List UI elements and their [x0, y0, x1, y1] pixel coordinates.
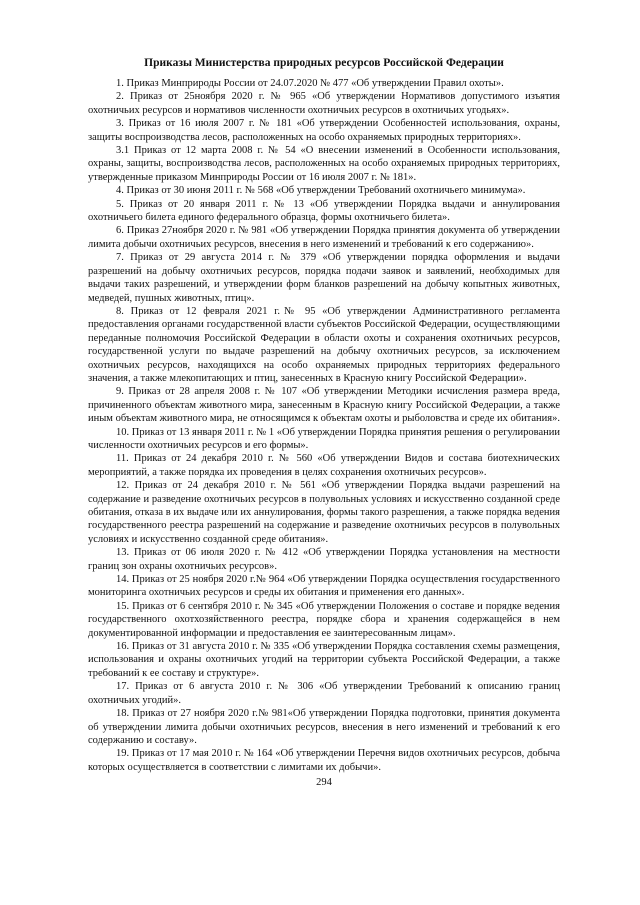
list-item: 5. Приказ от 20 января 2011 г. № 13 «Об утверждении Порядка выдачи и аннулирования охотничьего билета единого федерального образца, формы охотничьего билета».: [88, 198, 560, 224]
list-item: 17. Приказ от 6 августа 2010 г. № 306 «Об утверждении Требований к описанию границ охотничьих угодий».: [88, 681, 560, 706]
document-page: [88, 56, 560, 790]
page-title: Приказы Министерства природных ресурсов Российской Федерации: [144, 57, 504, 69]
list-item: 8. Приказ от 12 февраля 2021 г.№ 95 «Об утверждении Административного регламента предоставления органами государственной власти субъектов Российской Федерации, осуществляющими переданные полномочия Российской Федерации в области охоты и сохранения охотничьих ресурсов, государственной услуги по выдаче разрешений на добычу охотничьих ресурсов, за исключением охотничьих ресурсов, находящихся на особо охраняемых природных территориях федерального значения, а также млекопитающих и птиц, занесенных в Красную книгу Российской Федерации».: [88, 305, 560, 384]
list-item: 15. Приказ от 6 сентября 2010 г. № 345 «Об утверждении Положения о составе и порядке ведения государственного охотхозяйственного реестра, порядке сбора и хранения содержащейся в нем документированной информации и предоставления ее заинтересованным лицам».: [88, 600, 560, 639]
list-item: 11. Приказ от 24 декабря 2010 г. № 560 «Об утверждении Видов и состава биотехнических мероприятий, а также порядка их проведения в целях сохранения охотничьих ресурсов».: [88, 453, 560, 478]
list-item: 10. Приказ от 13 января 2011 г. № 1 «Об утверждении Порядка принятия решения о регулировании численности охотничьих ресурсов и его формы».: [88, 426, 560, 451]
list-item: 16. Приказ от 31 августа 2010 г. № 335 «Об утверждении Порядка составления схемы размещения, использования и охраны охотничьих угодий на территории субъекта Российской Федерации, а также требований к ее составу и структуре».: [88, 641, 560, 679]
list-item: 19. Приказ от 17 мая 2010 г. № 164 «Об утверждении Перечня видов охотничьих ресурсов, добыча которых осуществляется в соответствии с лимитами их добычи».: [88, 748, 560, 773]
list-item: 3.1 Приказ от 12 марта 2008 г. № 54 «О внесении изменений в Особенности использования, охраны, защиты, воспроизводства лесов, расположенных на особо охраняемых природных территориях, утвержденные приказом Минприроды России от 16 июля 2007 г. № 181».: [88, 145, 560, 183]
list-item: 13. Приказ от 06 июля 2020 г. № 412 «Об утверждении Порядка установления на местности границ зон охраны охотничьих ресурсов».: [88, 547, 560, 572]
list-item: 9. Приказ от 28 апреля 2008 г. № 107 «Об утверждении Методики исчисления размера вреда, причиненного объектам животного мира, занесенным в Красную книгу Российской Федерации, а также иным объектам животного мира, не относящимся к объектам охоты и рыболовства и среде их обитания».: [88, 386, 561, 425]
list-item: 3. Приказ от 16 июля 2007 г. № 181 «Об утверждении Особенностей использования, охраны, защиты воспроизводства лесов, расположенных на особо охраняемых природных территориях».: [88, 118, 560, 143]
list-item: 2. Приказ от 25ноября 2020 г. № 965 «Об утверждении Нормативов допустимого изъятия охотничьих ресурсов и нормативов численности охотничьих ресурсов в охотничьих угодьях».: [88, 91, 560, 116]
list-item: 18. Приказ от 27 ноября 2020 г.№ 981«Об утверждении Порядка подготовки, принятия документа об утверждении лимита добычи охотничьих ресурсов, внесения в него изменений и требований к его содержанию и составу».: [88, 708, 560, 746]
list-item: 6. Приказ 27ноября 2020 г. № 981 «Об утверждении Порядка принятия документа об утверждении лимита добычи охотничьих ресурсов, внесения в него изменений и требований к его содержанию».: [88, 225, 560, 250]
list-item: 12. Приказ от 24 декабря 2010 г. № 561 «Об утверждении Порядка выдачи разрешений на содержание и разведение охотничьих ресурсов в полувольных условиях и искусственно созданной среде обитания, отказа в их выдаче или их аннулирования, формы такого разрешения, а также порядка ведения государственного реестра разрешений на содержание и разведение охотничьих ресурсов в полувольных условиях и искусственно созданной среде обитания».: [88, 480, 560, 545]
list-item: 4. Приказ от 30 июня 2011 г. № 568 «Об утверждении Требований охотничьего минимума».: [116, 185, 526, 197]
page-number: 294: [316, 777, 332, 789]
list-item: 7. Приказ от 29 августа 2014 г. № 379 «Об утверждении порядка оформления и выдачи разрешений на добычу охотничьих ресурсов, порядка подачи заявок и заявлений, необходимых для выдачи таких разрешений, и утверждении форм бланков разрешений на добычу копытных животных, медведей, пушных животных, птиц».: [88, 252, 560, 304]
orders-list: [88, 77, 560, 774]
list-item: 14. Приказ от 25 ноября 2020 г.№ 964 «Об утверждении Порядка осуществления государственного мониторинга охотничьих ресурсов и среды их обитания и применения его данных».: [88, 574, 560, 599]
list-item: 1. Приказ Минприроды России от 24.07.2020 № 477 «Об утверждении Правил охоты».: [116, 78, 504, 89]
